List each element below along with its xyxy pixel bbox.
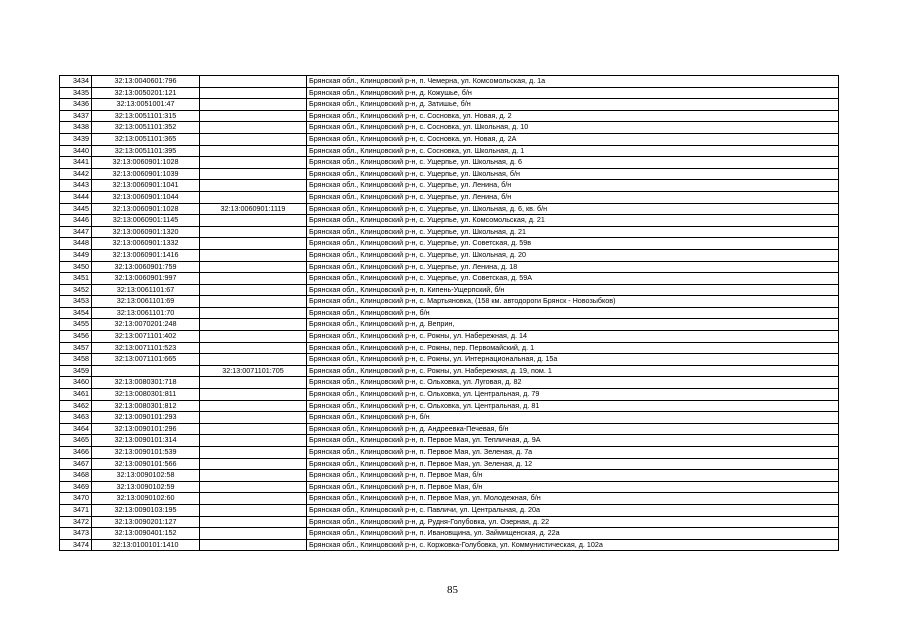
secondary-cadastral-number-cell: 32:13:0071101:705	[200, 365, 307, 377]
row-number-cell: 3454	[60, 307, 92, 319]
secondary-cadastral-number-cell	[200, 447, 307, 459]
secondary-cadastral-number-cell	[200, 400, 307, 412]
address-cell: Брянская обл., Клинцовский р-н, с. Рожны, ул. Набережная, д. 14	[307, 331, 839, 343]
secondary-cadastral-number-cell	[200, 180, 307, 192]
address-cell: Брянская обл., Клинцовский р-н, с. Ущерпье, ул. Комсомольская, д. 21	[307, 215, 839, 227]
address-cell: Брянская обл., Клинцовский р-н, п. Чемерна, ул. Комсомольская, д. 1а	[307, 76, 839, 88]
cadastral-number-cell: 32:13:0090101:539	[92, 447, 200, 459]
address-cell: Брянская обл., Клинцовский р-н, с. Ущерпье, ул. Школьная, д. 6, кв. б/н	[307, 203, 839, 215]
row-number-cell: 3459	[60, 365, 92, 377]
row-number-cell: 3453	[60, 296, 92, 308]
secondary-cadastral-number-cell: 32:13:0060901:1119	[200, 203, 307, 215]
row-number-cell: 3456	[60, 331, 92, 343]
address-cell: Брянская обл., Клинцовский р-н, п. Первое Мая, ул. Зеленая, д. 12	[307, 458, 839, 470]
secondary-cadastral-number-cell	[200, 319, 307, 331]
cadastral-number-cell: 32:13:0090201:127	[92, 516, 200, 528]
row-number-cell: 3448	[60, 238, 92, 250]
table-row	[60, 226, 839, 238]
address-cell: Брянская обл., Клинцовский р-н, с. Ольховка, ул. Центральная, д. 81	[307, 400, 839, 412]
secondary-cadastral-number-cell	[200, 226, 307, 238]
row-number-cell: 3460	[60, 377, 92, 389]
table-row	[60, 122, 839, 134]
table-row	[60, 273, 839, 285]
table-row	[60, 319, 839, 331]
property-table	[59, 75, 839, 551]
table-row	[60, 76, 839, 88]
secondary-cadastral-number-cell	[200, 528, 307, 540]
secondary-cadastral-number-cell	[200, 87, 307, 99]
table-row	[60, 447, 839, 459]
row-number-cell: 3470	[60, 493, 92, 505]
row-number-cell: 3463	[60, 412, 92, 424]
cadastral-number-cell: 32:13:0070201:248	[92, 319, 200, 331]
address-cell: Брянская обл., Клинцовский р-н, б/н	[307, 307, 839, 319]
cadastral-number-cell: 32:13:0090101:566	[92, 458, 200, 470]
row-number-cell: 3439	[60, 133, 92, 145]
row-number-cell: 3452	[60, 284, 92, 296]
row-number-cell: 3442	[60, 168, 92, 180]
table-row	[60, 133, 839, 145]
address-cell: Брянская обл., Клинцовский р-н, п. Первое Мая, ул. Зеленая, д. 7а	[307, 447, 839, 459]
secondary-cadastral-number-cell	[200, 504, 307, 516]
page-number: 85	[447, 584, 458, 596]
row-number-cell: 3447	[60, 226, 92, 238]
row-number-cell: 3444	[60, 191, 92, 203]
cadastral-number-cell: 32:13:0051101:315	[92, 110, 200, 122]
secondary-cadastral-number-cell	[200, 145, 307, 157]
secondary-cadastral-number-cell	[200, 331, 307, 343]
row-number-cell: 3441	[60, 157, 92, 169]
table-row	[60, 481, 839, 493]
cadastral-number-cell: 32:13:0061101:69	[92, 296, 200, 308]
table-row	[60, 528, 839, 540]
table-row	[60, 470, 839, 482]
address-cell: Брянская обл., Клинцовский р-н, с. Сосновка, ул. Новая, д. 2А	[307, 133, 839, 145]
address-cell: Брянская обл., Клинцовский р-н, с. Рожны, ул. Интернациональная, д. 15а	[307, 354, 839, 366]
cadastral-number-cell	[92, 365, 200, 377]
address-cell: Брянская обл., Клинцовский р-н, б/н	[307, 412, 839, 424]
table-row	[60, 389, 839, 401]
address-cell: Брянская обл., Клинцовский р-н, п. Ивановщина, ул. Займищенская, д. 22а	[307, 528, 839, 540]
table-row	[60, 504, 839, 516]
table-row	[60, 342, 839, 354]
secondary-cadastral-number-cell	[200, 342, 307, 354]
row-number-cell: 3440	[60, 145, 92, 157]
table-row	[60, 354, 839, 366]
address-cell: Брянская обл., Клинцовский р-н, с. Сосновка, ул. Школьная, д. 1	[307, 145, 839, 157]
cadastral-number-cell: 32:13:0060901:1039	[92, 168, 200, 180]
cadastral-number-cell: 32:13:0061101:70	[92, 307, 200, 319]
address-cell: Брянская обл., Клинцовский р-н, п. Кипень-Ущерпский, б/н	[307, 284, 839, 296]
cadastral-number-cell: 32:13:0060901:1028	[92, 157, 200, 169]
address-cell: Брянская обл., Клинцовский р-н, с. Ущерпье, ул. Ленина, д. 18	[307, 261, 839, 273]
address-cell: Брянская обл., Клинцовский р-н, с. Ольховка, ул. Центральная, д. 79	[307, 389, 839, 401]
secondary-cadastral-number-cell	[200, 516, 307, 528]
table-row	[60, 307, 839, 319]
secondary-cadastral-number-cell	[200, 423, 307, 435]
cadastral-number-cell: 32:13:0100101:1410	[92, 539, 200, 551]
row-number-cell: 3438	[60, 122, 92, 134]
row-number-cell: 3466	[60, 447, 92, 459]
row-number-cell: 3473	[60, 528, 92, 540]
cadastral-number-cell: 32:13:0060901:1416	[92, 249, 200, 261]
secondary-cadastral-number-cell	[200, 261, 307, 273]
table-row	[60, 110, 839, 122]
row-number-cell: 3449	[60, 249, 92, 261]
secondary-cadastral-number-cell	[200, 76, 307, 88]
secondary-cadastral-number-cell	[200, 470, 307, 482]
row-number-cell: 3474	[60, 539, 92, 551]
table-row	[60, 331, 839, 343]
cadastral-number-cell: 32:13:0060901:1145	[92, 215, 200, 227]
secondary-cadastral-number-cell	[200, 238, 307, 250]
table-row	[60, 249, 839, 261]
secondary-cadastral-number-cell	[200, 157, 307, 169]
cadastral-number-cell: 32:13:0090102:58	[92, 470, 200, 482]
row-number-cell: 3467	[60, 458, 92, 470]
cadastral-number-cell: 32:13:0090102:60	[92, 493, 200, 505]
row-number-cell: 3446	[60, 215, 92, 227]
cadastral-number-cell: 32:13:0040601:796	[92, 76, 200, 88]
address-cell: Брянская обл., Клинцовский р-н, с. Ольховка, ул. Луговая, д. 82	[307, 377, 839, 389]
table-row	[60, 238, 839, 250]
cadastral-number-cell: 32:13:0090401:152	[92, 528, 200, 540]
table-row	[60, 191, 839, 203]
address-cell: Брянская обл., Клинцовский р-н, с. Ущерпье, ул. Школьная, д. 21	[307, 226, 839, 238]
cadastral-number-cell: 32:13:0060901:997	[92, 273, 200, 285]
secondary-cadastral-number-cell	[200, 493, 307, 505]
table-row	[60, 180, 839, 192]
table-row	[60, 203, 839, 215]
cadastral-number-cell: 32:13:0080301:811	[92, 389, 200, 401]
table-row	[60, 458, 839, 470]
address-cell: Брянская обл., Клинцовский р-н, д. Затишье, б/н	[307, 99, 839, 111]
table-row	[60, 87, 839, 99]
table-row	[60, 400, 839, 412]
cadastral-number-cell: 32:13:0051101:395	[92, 145, 200, 157]
table-row	[60, 215, 839, 227]
address-cell: Брянская обл., Клинцовский р-н, п. Первое Мая, б/н	[307, 481, 839, 493]
cadastral-number-cell: 32:13:0061101:67	[92, 284, 200, 296]
secondary-cadastral-number-cell	[200, 389, 307, 401]
address-cell: Брянская обл., Клинцовский р-н, с. Ущерпье, ул. Советская, д. 59в	[307, 238, 839, 250]
address-cell: Брянская обл., Клинцовский р-н, с. Ущерпье, ул. Ленина, б/н	[307, 191, 839, 203]
row-number-cell: 3434	[60, 76, 92, 88]
address-cell: Брянская обл., Клинцовский р-н, с. Мартьяновка, (158 км. автодороги Брянск - Новозыбков)	[307, 296, 839, 308]
cadastral-number-cell: 32:13:0051101:352	[92, 122, 200, 134]
secondary-cadastral-number-cell	[200, 122, 307, 134]
cadastral-number-cell: 32:13:0050201:121	[92, 87, 200, 99]
cadastral-number-cell: 32:13:0090101:314	[92, 435, 200, 447]
address-cell: Брянская обл., Клинцовский р-н, с. Коржовка-Голубовка, ул. Коммунистическая, д. 102а	[307, 539, 839, 551]
table-row	[60, 377, 839, 389]
table-row	[60, 412, 839, 424]
table-row	[60, 296, 839, 308]
cadastral-number-cell: 32:13:0090102:59	[92, 481, 200, 493]
row-number-cell: 3450	[60, 261, 92, 273]
cadastral-number-cell: 32:13:0090103:195	[92, 504, 200, 516]
table-row	[60, 145, 839, 157]
address-cell: Брянская обл., Клинцовский р-н, с. Ущерпье, ул. Школьная, б/н	[307, 168, 839, 180]
secondary-cadastral-number-cell	[200, 284, 307, 296]
row-number-cell: 3468	[60, 470, 92, 482]
address-cell: Брянская обл., Клинцовский р-н, д. Рудня-Голубовка, ул. Озерная, д. 22	[307, 516, 839, 528]
address-cell: Брянская обл., Клинцовский р-н, с. Сосновка, ул. Школьная, д. 10	[307, 122, 839, 134]
cadastral-number-cell: 32:13:0071101:402	[92, 331, 200, 343]
table-row	[60, 284, 839, 296]
cadastral-number-cell: 32:13:0080301:812	[92, 400, 200, 412]
table-row	[60, 99, 839, 111]
row-number-cell: 3472	[60, 516, 92, 528]
table-row	[60, 423, 839, 435]
address-cell: Брянская обл., Клинцовский р-н, с. Ущерпье, ул. Школьная, д. 6	[307, 157, 839, 169]
table-row	[60, 493, 839, 505]
cadastral-number-cell: 32:13:0080301:718	[92, 377, 200, 389]
cadastral-number-cell: 32:13:0060901:1332	[92, 238, 200, 250]
row-number-cell: 3451	[60, 273, 92, 285]
secondary-cadastral-number-cell	[200, 133, 307, 145]
row-number-cell: 3471	[60, 504, 92, 516]
table-row	[60, 365, 839, 377]
table-row	[60, 157, 839, 169]
row-number-cell: 3443	[60, 180, 92, 192]
secondary-cadastral-number-cell	[200, 99, 307, 111]
address-cell: Брянская обл., Клинцовский р-н, с. Ущерпье, ул. Ленина, б/н	[307, 180, 839, 192]
table-row	[60, 168, 839, 180]
address-cell: Брянская обл., Клинцовский р-н, с. Ущерпье, ул. Школьная, д. 20	[307, 249, 839, 261]
secondary-cadastral-number-cell	[200, 215, 307, 227]
row-number-cell: 3445	[60, 203, 92, 215]
cadastral-number-cell: 32:13:0060901:759	[92, 261, 200, 273]
cadastral-number-cell: 32:13:0060901:1041	[92, 180, 200, 192]
secondary-cadastral-number-cell	[200, 191, 307, 203]
address-cell: Брянская обл., Клинцовский р-н, с. Рожны, пер. Первомайский, д. 1	[307, 342, 839, 354]
row-number-cell: 3469	[60, 481, 92, 493]
secondary-cadastral-number-cell	[200, 168, 307, 180]
property-table-body	[60, 76, 839, 551]
address-cell: Брянская обл., Клинцовский р-н, п. Первое Мая, ул. Тепличная, д. 9А	[307, 435, 839, 447]
address-cell: Брянская обл., Клинцовский р-н, д. Веприн,	[307, 319, 839, 331]
secondary-cadastral-number-cell	[200, 307, 307, 319]
address-cell: Брянская обл., Клинцовский р-н, д. Андреевка-Печевая, б/н	[307, 423, 839, 435]
row-number-cell: 3462	[60, 400, 92, 412]
cadastral-number-cell: 32:13:0090101:293	[92, 412, 200, 424]
cadastral-number-cell: 32:13:0071101:523	[92, 342, 200, 354]
secondary-cadastral-number-cell	[200, 412, 307, 424]
secondary-cadastral-number-cell	[200, 481, 307, 493]
secondary-cadastral-number-cell	[200, 435, 307, 447]
address-cell: Брянская обл., Клинцовский р-н, с. Ущерпье, ул. Советская, д. 59А	[307, 273, 839, 285]
row-number-cell: 3465	[60, 435, 92, 447]
cadastral-number-cell: 32:13:0060901:1044	[92, 191, 200, 203]
row-number-cell: 3455	[60, 319, 92, 331]
secondary-cadastral-number-cell	[200, 539, 307, 551]
row-number-cell: 3436	[60, 99, 92, 111]
row-number-cell: 3437	[60, 110, 92, 122]
secondary-cadastral-number-cell	[200, 249, 307, 261]
address-cell: Брянская обл., Клинцовский р-н, д. Кожушье, б/н	[307, 87, 839, 99]
secondary-cadastral-number-cell	[200, 377, 307, 389]
property-table-container	[59, 75, 839, 551]
table-row	[60, 539, 839, 551]
secondary-cadastral-number-cell	[200, 296, 307, 308]
secondary-cadastral-number-cell	[200, 354, 307, 366]
secondary-cadastral-number-cell	[200, 273, 307, 285]
cadastral-number-cell: 32:13:0051101:365	[92, 133, 200, 145]
address-cell: Брянская обл., Клинцовский р-н, с. Рожны, ул. Набережная, д. 19, пом. 1	[307, 365, 839, 377]
table-row	[60, 435, 839, 447]
cadastral-number-cell: 32:13:0071101:665	[92, 354, 200, 366]
secondary-cadastral-number-cell	[200, 458, 307, 470]
address-cell: Брянская обл., Клинцовский р-н, с. Сосновка, ул. Новая, д. 2	[307, 110, 839, 122]
row-number-cell: 3461	[60, 389, 92, 401]
cadastral-number-cell: 32:13:0060901:1320	[92, 226, 200, 238]
secondary-cadastral-number-cell	[200, 110, 307, 122]
cadastral-number-cell: 32:13:0060901:1028	[92, 203, 200, 215]
address-cell: Брянская обл., Клинцовский р-н, п. Первое Мая, б/н	[307, 470, 839, 482]
cadastral-number-cell: 32:13:0090101:296	[92, 423, 200, 435]
row-number-cell: 3458	[60, 354, 92, 366]
address-cell: Брянская обл., Клинцовский р-н, с. Павличи, ул. Центральная, д. 20а	[307, 504, 839, 516]
row-number-cell: 3464	[60, 423, 92, 435]
row-number-cell: 3457	[60, 342, 92, 354]
cadastral-number-cell: 32:13:0051001:47	[92, 99, 200, 111]
row-number-cell: 3435	[60, 87, 92, 99]
table-row	[60, 516, 839, 528]
address-cell: Брянская обл., Клинцовский р-н, п. Первое Мая, ул. Молодежная, б/н	[307, 493, 839, 505]
table-row	[60, 261, 839, 273]
